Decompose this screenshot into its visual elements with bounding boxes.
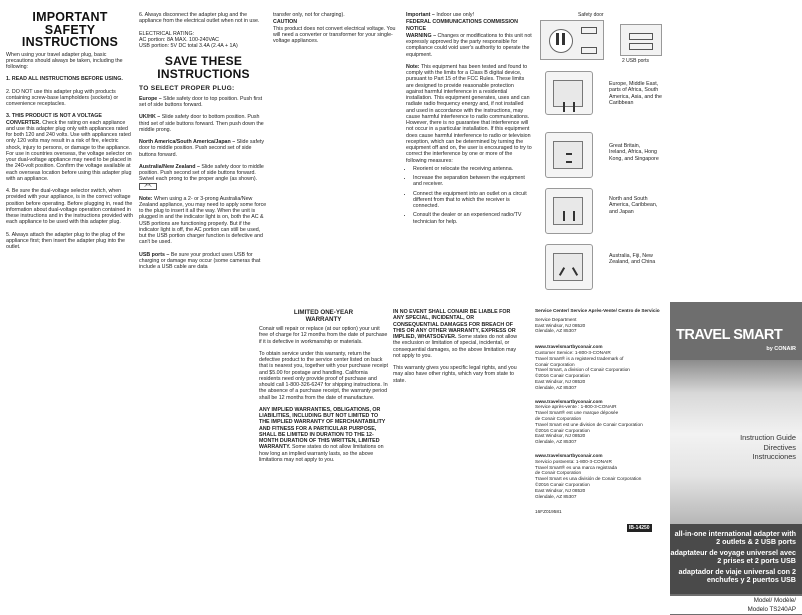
desc-english: all-in-one international adapter with 2 outlets & 2 USB ports: [674, 529, 796, 547]
brand-sublogo: by CONAIR: [766, 346, 796, 352]
safety-item-5: 5. Always attach the adapter plug to the plug of the appliance first; then insert the adapter plug into the outlet.: [6, 231, 125, 250]
warranty-title: LIMITED ONE-YEAR WARRANTY: [293, 309, 354, 323]
plug-australia: Australia/New Zealand – Slide safety door to middle position. Push second set of side buttons forward. Swivel each prong to the proper angle (as shown). ↗↖: [139, 163, 264, 189]
brand-logo: TRAVEL SMART: [676, 327, 783, 343]
ib-number-badge: IB-14250: [629, 525, 650, 531]
plug-europe: Europe – Slide safety door to top position. Push first set of side buttons forward.: [139, 95, 263, 108]
service-block-es: www.travelsmartbyconair.com Servicio postventa: 1-800-3-CONAIR Travel Smart® es una marca registrada de Conair Corporation Travel Smart es una división de Conair Corporation ©2016 Conair Corporation East Windsor, NJ 08520 Glendale, AZ 85307: [535, 452, 642, 499]
fcc-note: Note: This equipment has been tested and found to comply with the limits for a Class B digital device, pursuant to Part 15 of the FCC Rules. These limits are designed to provide reasonable protection against harmful interference in a residential installation. This equipment generates, uses and can radiate radio frequency energy and, if not installed and used in accordance with the instructions, may cause harmful interference to radio communications. However, there is no guarantee that interference will not occur in a particular installation. If this equipment does cause harmful interference to radio or television reception, which can be determined by turning the equipment off and on, the user is encouraged to try to correct the interference by one or more of the following measures:: [406, 63, 532, 164]
safety-door-label: Safety door: [578, 12, 604, 18]
liability-column: [393, 309, 519, 390]
liability-text: IN NO EVENT SHALL CONAIR BE LIABLE FOR ANY SPECIAL, INCIDENTAL, OR CONSEQUENTIAL DAMAGES FOR BREACH OF THIS OR ANY OTHER WARRANTY, EXPRESS OR IMPLIED, WHATSOEVER. Some states do not allow the exclusion or limitation of special, incidental, or consequential damages, so the above limitation may not apply to you.: [393, 309, 518, 359]
region-australia: Australia, Fiji, New Zealand, and China: [609, 253, 656, 266]
region-great-britain: Great Britain, Ireland, Africa, Hong Kong, and Singapore: [609, 143, 659, 162]
fcc-measures: [406, 166, 532, 225]
model-number: Model/ Modèle/ Modelo TS240AP: [670, 596, 802, 614]
safety-item-6: 6. Always disconnect the adapter plug and the appliance from the electrical outlet when not in use.: [139, 12, 260, 25]
caution-title: CAUTION: [273, 19, 298, 26]
cover-panel: [670, 302, 802, 615]
warranty-p1: Conair will repair or replace (at our option) your unit free of charge for 12 months from the date of purchase if it is defective in workmanship or materials.: [259, 326, 388, 345]
plug-uk: UK/HK – Slide safety door to bottom position. Push third set of side buttons forward. Then push down the middle prong.: [139, 114, 264, 133]
figure-europe-plug: [545, 71, 593, 115]
list-item: • Connect the equipment into an outlet on a circuit different from that to which the receiver is connected.: [413, 191, 532, 210]
safety-item-2: 2. DO NOT use this adapter plug with products containing screw-base lampholders (sockets) or convenience receptacles.: [6, 88, 119, 107]
figure-australia-plug: [545, 244, 593, 290]
safety-item-3: 3. THIS PRODUCT IS NOT A VOLTAGE CONVERTER. Check the rating on each appliance and use this adapter plug only with appliances rated for both 120 and 240 volts. Use with appliances rated only 120 volts may result in a risk of fire, electric shock, injury to persons, or damage to the appliance. For use in countries overseas, the voltage selector on your dual-voltage appliance may need to be placed in the 240-volt position. Confirm the voltage available at each overseas location before using this adapter plug with an appliance.: [6, 113, 132, 182]
figure-uk-plug: [545, 132, 593, 178]
safety-item-4: 4. Be sure the dual-voltage selector switch, when provided with your appliance, is in the correct voltage position before operating. Before plugging in, read the information about dual-voltage operation contained in these instructions and in the instructions provided with each appliance to be used with this adapter plug.: [6, 188, 133, 226]
usb-note-continued: transfer only, not for charging).: [273, 12, 345, 18]
fcc-column: [406, 12, 532, 229]
service-title: Service Center/ Service Après-Vente/ Centro de Servicio: [535, 308, 660, 313]
figure-usb-side: [620, 24, 662, 56]
safety-item-1: 1. READ ALL INSTRUCTIONS BEFORE USING.: [6, 76, 123, 83]
usb-ports-note: USB ports – Be sure your product uses USB for charging or damage may occur (some cameras that include a USB cable are data: [139, 251, 261, 271]
desc-french: adaptateur de voyage universel avec 2 prises et 2 ports USB: [670, 548, 796, 566]
service-block-1: Service Department East Windsor, NJ 08520 Glendale, AZ 85307: [535, 316, 586, 334]
service-block-en: www.travelsmartbyconair.com Customer Service: 1-800-3-CONAIR Travel Smart® is a registered trademark of Conair Corporation Travel Smart, a division of Conair Corporation ©2016 Conair Corporation East Windsor, NJ 08520 Glendale, AZ 85307: [535, 344, 630, 390]
list-item: • Consult the dealer or an experienced radio/TV technician for help.: [413, 212, 532, 225]
swivel-prong-icon: ↗↖: [139, 183, 157, 190]
electrical-rating: ELECTRICAL RATING: AC portion: 8A MAX. 100-240VAC USB portion: 5V DC total 3.4A (2.4A + 1A): [139, 30, 238, 49]
indoor-use: Important – Indoor use only!: [406, 12, 475, 18]
usb-ports-label: 2 USB ports: [622, 58, 649, 64]
instruction-guide-title: Instruction Guide Directives Instrucciones: [740, 433, 796, 462]
figure-north-america-plug: [545, 188, 593, 234]
service-block-fr: www.travelsmartbyconair.com Service après-vente : 1-800-3-CONAIR Travel Smart® est une marque déposée de Conair Corporation Travel Smart est une division de Conair Corporation ©2016 Conair Corporation East Windsor, NJ 08520 Glendale, AZ 85307: [535, 398, 643, 445]
caution-column: [273, 12, 398, 50]
product-description-band: [670, 524, 802, 594]
region-north-america: North and South America, Caribbean, and Japan: [609, 196, 658, 215]
safety-column: [6, 11, 134, 256]
select-plug-title: TO SELECT PROPER PLUG:: [139, 85, 235, 93]
fcc-title: FEDERAL COMMUNICATIONS COMMISSION NOTICE: [406, 19, 518, 32]
desc-spanish: adaptador de viaje universal con 2 enchufes y 2 puertos USB: [678, 567, 796, 585]
plug-north-america: North America/South America/Japan – Slide safety door to middle position. Push second set of side buttons forward.: [139, 139, 265, 158]
plug-column: [139, 12, 268, 276]
fcc-warning: WARNING – Changes or modifications to this unit not expressly approved by the party responsible for compliance could void user's authority to operate the equipment.: [406, 32, 532, 58]
list-item: • Increase the separation between the equipment and receiver.: [413, 175, 532, 188]
legal-rights: This warranty gives you specific legal rights, and you may also have other rights, which vary from state to state.: [393, 365, 517, 384]
document-code: 16FZ019581: [535, 509, 562, 515]
caution-text: This product does not convert electrical voltage. You will need a converter or transformer for your single-voltage appliances.: [273, 25, 396, 44]
safety-title: IMPORTANT SAFETY INSTRUCTIONS: [21, 10, 119, 49]
warranty-p2: To obtain service under this warranty, return the defective product to the service center listed on back that is nearest you, together with your purchase receipt and $5.00 for postage and handling. California residents need only provide proof of purchase and should call 1-800-326-6247 for shipping instructions. In the absence of a purchase receipt, the warranty period shall be 12 months from the date of manufacture.: [259, 350, 388, 401]
warranty-p3: ANY IMPLIED WARRANTIES, OBLIGATIONS, OR LIABILITIES, INCLUDING BUT NOT LIMITED TO THE IMPLIED WARRANTY OF MERCHANTABILITY AND FITNESS FOR A PARTICULAR PURPOSE, SHALL BE LIMITED IN DURATION TO THE 12-MONTH DURATION OF THIS WRITTEN, LIMITED WARRANTY. Some states do not allow limitations on how long an implied warranty lasts, so the above limitations may not apply to you.: [259, 406, 386, 463]
figure-top-adapter: [540, 20, 604, 60]
safety-intro: When using your travel adapter plug, basic precautions should always be taken, including the following:: [6, 51, 123, 70]
save-instructions-title: SAVE THESE INSTRUCTIONS: [157, 54, 250, 81]
warranty-column: [259, 309, 388, 469]
region-europe: Europe, Middle East, parts of Africa, South America, Asia, and the Caribbean: [609, 81, 662, 106]
plug-note: Note: When using a 2- or 3-prong Australia/New Zealand appliance, you may need to apply some force to the plug to insert it all the way. When the unit is plugged in and the indicator light is on, both the AC & USB portions are functioning properly. But if the indicator light is off, the AC portion can still be used, but the USB portion charger function is defective and can't be used.: [139, 195, 267, 246]
list-item: • Reorient or relocate the receiving antenna.: [413, 166, 532, 172]
service-column: [535, 308, 665, 515]
